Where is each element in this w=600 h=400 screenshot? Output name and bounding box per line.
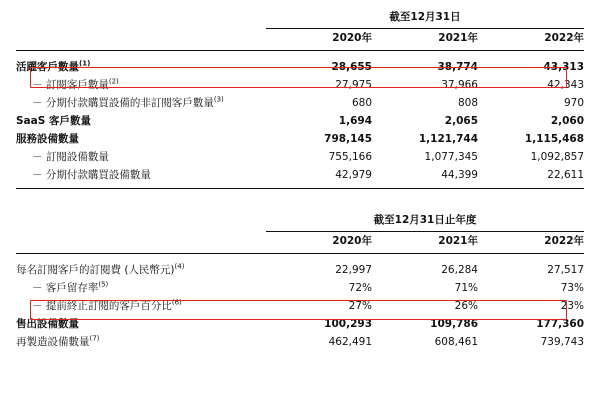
- table-row: [16, 58, 584, 76]
- row-value: 38,774: [437, 61, 478, 73]
- table1-spacer: [16, 51, 584, 58]
- table-row: [16, 148, 584, 166]
- table-row: [16, 279, 584, 297]
- row-value: 608,461: [434, 336, 478, 348]
- row-value: 2,060: [550, 115, 585, 127]
- row-value: 798,145: [324, 133, 372, 145]
- table-row: [16, 130, 584, 148]
- operating-metrics-table-2: [16, 211, 584, 351]
- footnote-marker: (3): [213, 95, 224, 104]
- table2-year-2021: 2021年: [438, 235, 478, 247]
- row-value: 72%: [348, 282, 372, 294]
- table-row: [16, 112, 584, 130]
- row-value: 2,065: [444, 115, 478, 127]
- table-row: [16, 261, 584, 279]
- row-value: 42,979: [335, 169, 372, 181]
- row-value: 109,786: [430, 318, 478, 330]
- table2-year-2020: 2020年: [332, 235, 372, 247]
- row-label-subscription-fee-per-customer: 每名訂閱客戶的訂閱費 (人民幣元)$^{(4)}$: [16, 262, 185, 276]
- empty-corner: [16, 8, 266, 28]
- row-value: 970: [563, 97, 585, 109]
- row-value: 42,343: [547, 79, 585, 91]
- table-row: [16, 94, 584, 112]
- empty-corner: [16, 211, 266, 231]
- row-label-devices-sold: 售出設備數量: [16, 318, 79, 330]
- footnote-marker: (6): [171, 298, 182, 307]
- row-value: 23%: [560, 300, 585, 312]
- table-row: [16, 76, 584, 94]
- row-label-remanufactured-devices: 再製造設備數量$^{(7)}$: [16, 334, 100, 348]
- row-value: 27%: [348, 300, 372, 312]
- row-value: 808: [457, 97, 478, 109]
- row-value: 22,611: [547, 169, 585, 181]
- row-label-installment-nonsubscription-customers: － 分期付款購買設備的非訂閱客戶數量$^{(3)}$: [32, 95, 224, 109]
- row-value: 27,975: [335, 79, 372, 91]
- table1-year-row: [16, 29, 584, 50]
- row-label-customer-retention-rate: － 客戶留存率$^{(5)}$: [32, 280, 109, 294]
- row-value: 177,360: [536, 318, 585, 330]
- row-value: 43,313: [543, 61, 585, 73]
- table2-header-span-row: [16, 211, 584, 231]
- table1-period-header: 截至12月31日: [389, 11, 461, 23]
- row-value: 73%: [560, 282, 585, 294]
- row-value: 1,121,744: [418, 133, 478, 145]
- table1-year-2022: 2022年: [544, 32, 585, 44]
- row-value: 1,694: [338, 115, 372, 127]
- row-value: 44,399: [441, 169, 478, 181]
- table-row: [16, 333, 584, 351]
- row-label-serviced-devices: 服務設備數量: [16, 133, 79, 145]
- row-label-saas-customers: SaaS 客戶數量: [16, 115, 91, 127]
- operating-metrics-table-1: [16, 8, 584, 189]
- table2-year-2022: 2022年: [544, 235, 585, 247]
- table2-year-row: [16, 232, 584, 253]
- row-label-subscription-devices: － 訂閱設備數量: [32, 151, 109, 163]
- table1-year-2020: 2020年: [332, 32, 372, 44]
- footnote-marker: (5): [98, 280, 109, 289]
- row-value: 37,966: [441, 79, 478, 91]
- row-label-active-customers: 活躍客戶數量$^{(1)}$: [16, 59, 91, 73]
- table1-year-2021: 2021年: [438, 32, 478, 44]
- row-label-subscription-customers: － 訂閱客戶數量$^{(2)}$: [32, 77, 119, 91]
- row-value: 680: [351, 97, 372, 109]
- row-value: 1,092,857: [530, 151, 585, 163]
- table1-header-span-row: [16, 8, 584, 28]
- table2-period-header: 截至12月31日止年度: [373, 214, 477, 226]
- row-value: 1,115,468: [524, 133, 585, 145]
- footnote-marker: (1): [79, 59, 91, 68]
- row-value: 462,491: [328, 336, 372, 348]
- footnote-marker: (4): [174, 262, 185, 271]
- row-value: 739,743: [540, 336, 585, 348]
- row-value: 1,077,345: [424, 151, 478, 163]
- table2-spacer: [16, 254, 584, 261]
- footnote-marker: (7): [89, 334, 100, 343]
- footnote-marker: (2): [108, 77, 119, 86]
- row-value: 100,293: [324, 318, 372, 330]
- row-value: 71%: [454, 282, 478, 294]
- row-value: 28,655: [331, 61, 372, 73]
- row-value: 755,166: [328, 151, 372, 163]
- row-value: 26%: [454, 300, 478, 312]
- row-value: 26,284: [441, 264, 478, 276]
- table-row: [16, 315, 584, 333]
- row-label-installment-devices: － 分期付款購買設備數量: [32, 169, 151, 181]
- table-row: [16, 297, 584, 315]
- row-label-early-termination-percentage: － 提前終止訂閱的客戶百分比$^{(6)}$: [32, 298, 182, 312]
- row-value: 22,997: [335, 264, 372, 276]
- table-row: [16, 166, 584, 184]
- row-value: 27,517: [547, 264, 585, 276]
- section-gap: [16, 189, 584, 211]
